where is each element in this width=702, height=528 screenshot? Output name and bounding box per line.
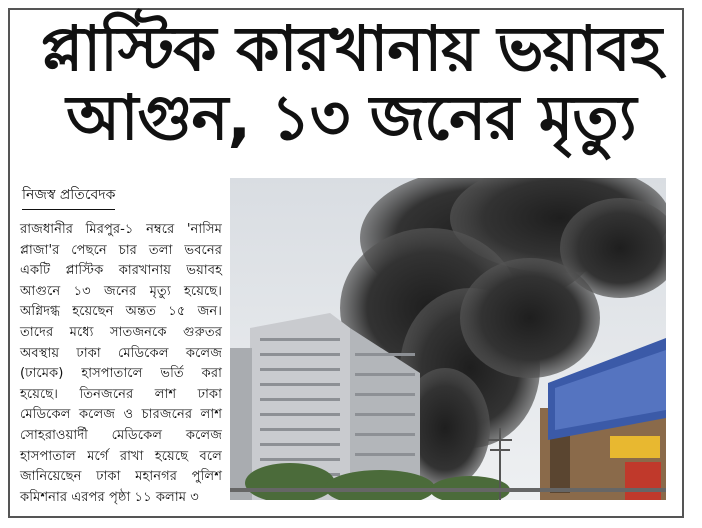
article-body: রাজধানীর মিরপুর-১ নম্বরে 'নাসিম প্লাজা'র পেছনে চার তলা ভবনের একটি প্লাস্টিক কারখানায় ভয়াবহ আগুনে ১৩ জনের মৃত্যু হয়েছে। অগ্নিদগ্ধ হয়েছেন অন্তত ১৫ জন। তাদের মধ্যে সাতজনকে গুরুতর অবস্থায় ঢাকা মেডিকেল কলেজ (ঢামেক) হাসপাতালে ভর্তি করা হয়েছে। তিনজনের লাশ ঢাকা মেডিকেল কলেজ ও চারজনের লাশ সোহরাওয়ার্দী মেডিকেল কলেজ হাসপাতাল মর্গে রাখা হয়েছে বলে জানিয়েছেন ঢাকা মহানগর পুলিশ কমিশনার এরপর পৃষ্ঠা ১১ কলাম ৩: [20, 222, 222, 505]
street-rail: [230, 488, 666, 492]
byline: নিজস্ব প্রতিবেদক: [22, 183, 115, 210]
fire-smoke-photo-icon: [230, 178, 666, 500]
headline-line-2: আগুন, ১৩ জনের মৃত্যু: [66, 81, 636, 155]
headline: [0, 14, 702, 153]
fire-photo: [230, 178, 666, 500]
headline-line-1: প্লাস্টিক কারখানায় ভয়াবহ: [40, 12, 662, 85]
